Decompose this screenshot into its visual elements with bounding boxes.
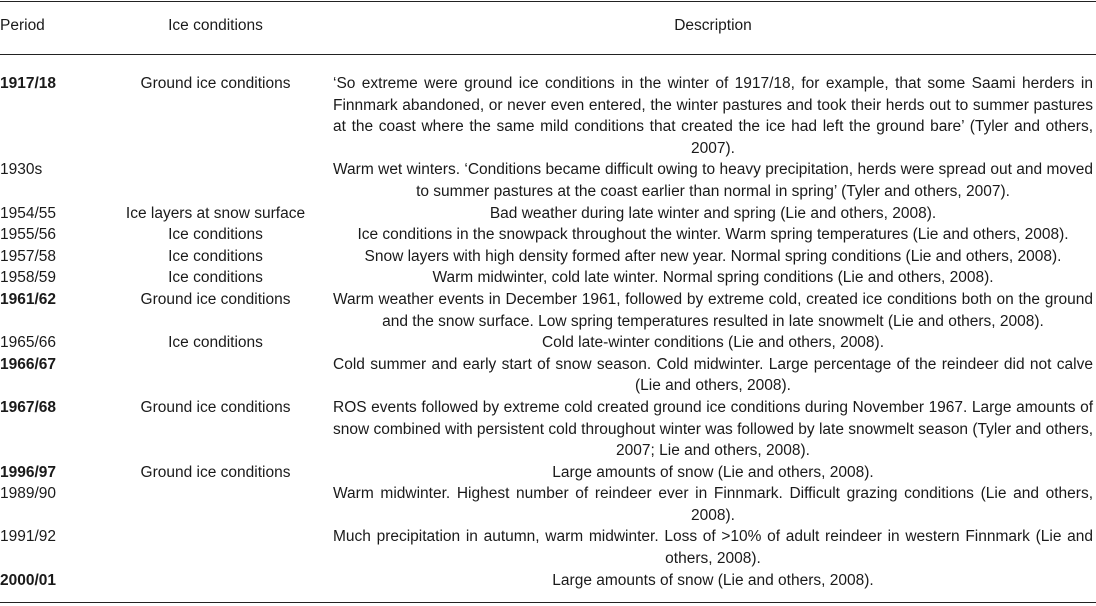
table-row: [0, 354, 1096, 397]
ice-conditions-cell: [125, 570, 306, 592]
ice-conditions-cell: Ice conditions: [168, 334, 263, 352]
description-cell: ROS events followed by extreme cold created ground ice conditions during November 1967. Large amounts of snow combined with persistent cold throughout winter was followed by late snowmelt season (Tyler and others, 2007; Lie and others, 2008).: [333, 398, 1093, 460]
ice-conditions-cell: [125, 526, 306, 569]
description-cell: Warm weather events in December 1961, followed by extreme cold, created ice conditions both on the ground and the snow surface. Low spring temperatures resulted in late snowmelt (Lie and others, 2008).: [333, 290, 1093, 330]
table-row: [0, 267, 1096, 289]
period-cell: 1917/18: [0, 75, 57, 92]
ice-conditions-cell: [125, 483, 306, 526]
table-row: [0, 483, 1096, 526]
description-cell: Cold late-winter conditions (Lie and others, 2008).: [541, 334, 885, 352]
table-row: [0, 73, 1096, 159]
period-cell: 1955/56: [0, 226, 57, 244]
table-row: [0, 526, 1096, 569]
period-cell: 1958/59: [0, 269, 57, 287]
period-cell: 1966/67: [0, 355, 57, 373]
ice-conditions-cell: Ice conditions: [168, 247, 263, 265]
table-row: [0, 224, 1096, 246]
period-cell: 2000/01: [0, 571, 57, 589]
header-description: Description: [674, 17, 752, 34]
table-row: [0, 246, 1096, 268]
period-cell: 1930s: [0, 161, 43, 179]
ice-conditions-cell: Ground ice conditions: [140, 463, 291, 481]
period-cell: 1957/58: [0, 247, 57, 265]
header-period: Period: [0, 17, 45, 34]
description-cell: Bad weather during late winter and spring (Lie and others, 2008).: [489, 204, 937, 222]
period-cell: 1991/92: [0, 528, 57, 546]
table-row: [0, 203, 1096, 225]
ice-conditions-cell: Ground ice conditions: [140, 398, 291, 416]
table-row: [0, 289, 1096, 332]
description-cell: Much precipitation in autumn, warm midwinter. Loss of >10% of adult reindeer in western Finnmark (Lie and others, 2008).: [333, 528, 1093, 568]
table-row: [0, 397, 1096, 462]
ice-conditions-cell: Ice conditions: [168, 269, 263, 287]
header-ice-conditions: Ice conditions: [168, 17, 263, 34]
bottom-rule: [0, 602, 1096, 603]
table-row: [0, 462, 1096, 484]
description-cell: Large amounts of snow (Lie and others, 2008).: [552, 463, 874, 481]
table-row: [0, 332, 1096, 354]
header-rule: [0, 54, 1096, 55]
ice-conditions-cell: [125, 159, 306, 202]
description-cell: Cold summer and early start of snow season. Cold midwinter. Large percentage of the reindeer did not calve (Lie and others, 2008).: [333, 355, 1093, 395]
description-cell: Warm midwinter, cold late winter. Normal spring conditions (Lie and others, 2008).: [432, 269, 994, 287]
ice-conditions-cell: Ice conditions: [168, 226, 263, 244]
description-cell: Warm wet winters. ‘Conditions became difficult owing to heavy precipitation, herds were spread out and moved to summer pastures at the coast earlier than normal in spring’ (Tyler and others, 2007).: [333, 161, 1093, 200]
description-cell: Warm midwinter. Highest number of reindeer ever in Finnmark. Difficult grazing conditions (Lie and others, 2008).: [333, 485, 1093, 524]
description-cell: Ice conditions in the snowpack throughout the winter. Warm spring temperatures (Lie and others, 2008).: [357, 226, 1069, 244]
description-cell: Large amounts of snow (Lie and others, 2008).: [552, 571, 874, 589]
period-cell: 1989/90: [0, 485, 57, 503]
ice-conditions-cell: [125, 354, 306, 397]
table-row: [0, 570, 1096, 592]
table-row: [0, 159, 1096, 202]
top-rule: [0, 1, 1096, 2]
description-cell: Snow layers with high density formed after new year. Normal spring conditions (Lie and others, 2008).: [364, 247, 1062, 265]
period-cell: 1996/97: [0, 463, 57, 481]
period-cell: 1965/66: [0, 334, 57, 352]
period-cell: 1961/62: [0, 290, 57, 308]
ice-conditions-cell: Ground ice conditions: [140, 75, 291, 92]
table-body: [0, 73, 1096, 591]
period-cell: 1967/68: [0, 398, 57, 416]
period-cell: 1954/55: [0, 204, 57, 222]
ice-conditions-cell: Ground ice conditions: [140, 290, 291, 308]
ice-conditions-cell: Ice layers at snow surface: [125, 204, 306, 222]
description-cell: ‘So extreme were ground ice conditions in the winter of 1917/18, for example, that some Saami herders in Finnmark abandoned, or never even entered, the winter pastures and took their herds out to summer pastures at the coast where the same mild conditions that created the ice had left the ground bare’ (Tyler and others, 2007).: [333, 75, 1093, 157]
